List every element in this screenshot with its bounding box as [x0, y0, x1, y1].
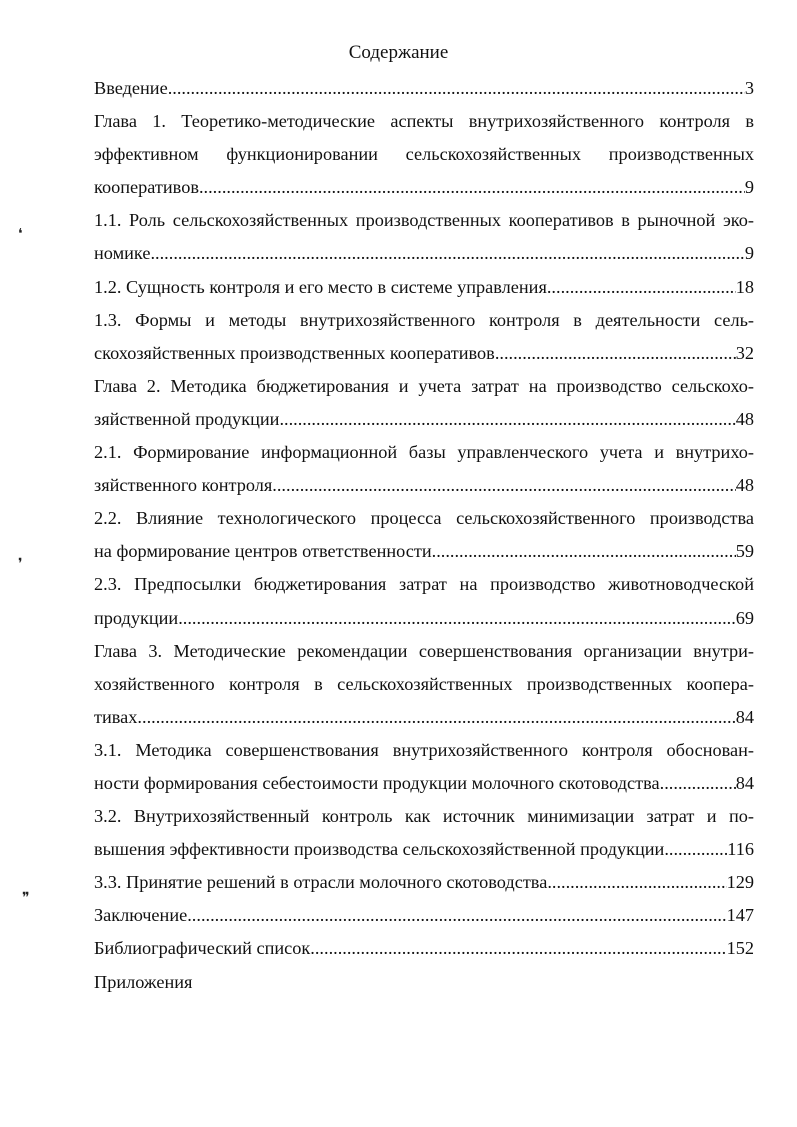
toc-entry-title: 1.2. Сущность контроля и его место в системе управления [94, 276, 547, 297]
toc-entry-title: Библиографический список [94, 938, 311, 959]
toc-line [94, 337, 754, 370]
toc-line: 3.1. Методика совершенствования внутрихозяйственного контроля обоснован- [94, 739, 754, 760]
toc-page-number: 152 [726, 938, 754, 959]
dot-leader [187, 899, 726, 932]
toc-page-number: 59 [735, 541, 754, 562]
toc-line [94, 403, 754, 436]
dot-leader [279, 403, 735, 436]
toc-entry-title: вышения эффективности производства сельскохозяйственной продукции [94, 839, 665, 860]
dot-leader [150, 237, 744, 270]
toc-entry-title: кооперативов [94, 177, 199, 198]
toc-entry-title: скохозяйственных производственных кооперативов [94, 342, 495, 363]
toc-entry-title: продукции [94, 607, 179, 628]
toc-page-number: 48 [735, 408, 754, 429]
dot-leader [432, 535, 736, 568]
toc-line [94, 767, 754, 800]
toc-line [94, 932, 754, 965]
toc-entry-title: номике [94, 243, 151, 264]
table-of-contents [94, 72, 754, 999]
scan-artifact: ❜ [18, 557, 23, 572]
toc-line: 1.3. Формы и методы внутрихозяйственного контроля в деятельности сель- [94, 309, 754, 330]
toc-line [94, 701, 754, 734]
dot-leader [547, 271, 736, 304]
toc-line [94, 171, 754, 204]
toc-page-number: 69 [735, 607, 754, 628]
toc-line: 1.1. Роль сельскохозяйственных производственных кооперативов в рыночной эко- [94, 210, 754, 231]
toc-line [94, 899, 754, 932]
toc-line: эффективном функционировании сельскохозяйственных производственных [94, 144, 754, 165]
toc-line: Глава 1. Теоретико-методические аспекты внутрихозяйственного контроля в [94, 111, 754, 132]
dot-leader [547, 866, 726, 899]
toc-page-number: 84 [735, 706, 754, 727]
toc-line: хозяйственного контроля в сельскохозяйственных производственных коопера- [94, 673, 754, 694]
toc-page-number: 147 [726, 905, 754, 926]
dot-leader [664, 833, 727, 866]
toc-line [94, 535, 754, 568]
toc-page-number: 32 [735, 342, 754, 363]
dot-leader [168, 72, 745, 105]
dot-leader [310, 932, 726, 965]
toc-entry-title: зяйственного контроля [94, 475, 273, 496]
dot-leader [272, 469, 735, 502]
dot-leader [178, 602, 736, 635]
toc-line: Глава 2. Методика бюджетирования и учета затрат на производство сельскохо- [94, 375, 754, 396]
toc-entry-title: 3.3. Принятие решений в отрасли молочного скотоводства [94, 872, 548, 893]
toc-entry-title: на формирование центров ответственности [94, 541, 432, 562]
scan-artifact: ❛ [18, 227, 23, 242]
page-title: Содержание [348, 42, 449, 63]
toc-page-number: 18 [735, 276, 754, 297]
toc-line [94, 866, 754, 899]
dot-leader [660, 767, 736, 800]
toc-entry-title: Заключение [94, 905, 188, 926]
toc-page-number: 9 [744, 243, 754, 264]
toc-line [94, 833, 754, 866]
dot-leader [199, 171, 745, 204]
toc-page-number: 3 [744, 78, 754, 98]
toc-line: 3.2. Внутрихозяйственный контроль как источник минимизации затрат и по- [94, 806, 754, 827]
toc-line: Глава 3. Методические рекомендации совершенствования организации внутри- [94, 640, 754, 661]
toc-line [94, 271, 754, 304]
toc-page-number: 84 [735, 772, 754, 793]
toc-line [94, 72, 754, 105]
dot-leader [495, 337, 736, 370]
dot-leader [137, 701, 735, 734]
toc-page-number: 48 [735, 475, 754, 496]
toc-line [94, 469, 754, 502]
toc-entry-title: ности формирования себестоимости продукции молочного скотоводства [94, 772, 660, 793]
toc-page-number: 129 [726, 872, 754, 893]
toc-line [94, 237, 754, 270]
toc-line: 2.1. Формирование информационной базы управленческого учета и внутрихо- [94, 442, 754, 463]
toc-page-number: 9 [744, 177, 754, 198]
toc-line [94, 602, 754, 635]
toc-line: 2.2. Влияние технологического процесса сельскохозяйственного производства [94, 508, 754, 529]
toc-entry-title: зяйственной продукции [94, 408, 280, 429]
toc-page-number: 116 [727, 839, 754, 860]
toc-line: Приложения [94, 971, 193, 992]
toc-entry-title: тивах [94, 706, 138, 727]
scan-artifact: ❞ [22, 891, 30, 906]
toc-entry-title: Введение [94, 78, 168, 98]
toc-line: 2.3. Предпосылки бюджетирования затрат на производство животноводческой [94, 574, 754, 595]
